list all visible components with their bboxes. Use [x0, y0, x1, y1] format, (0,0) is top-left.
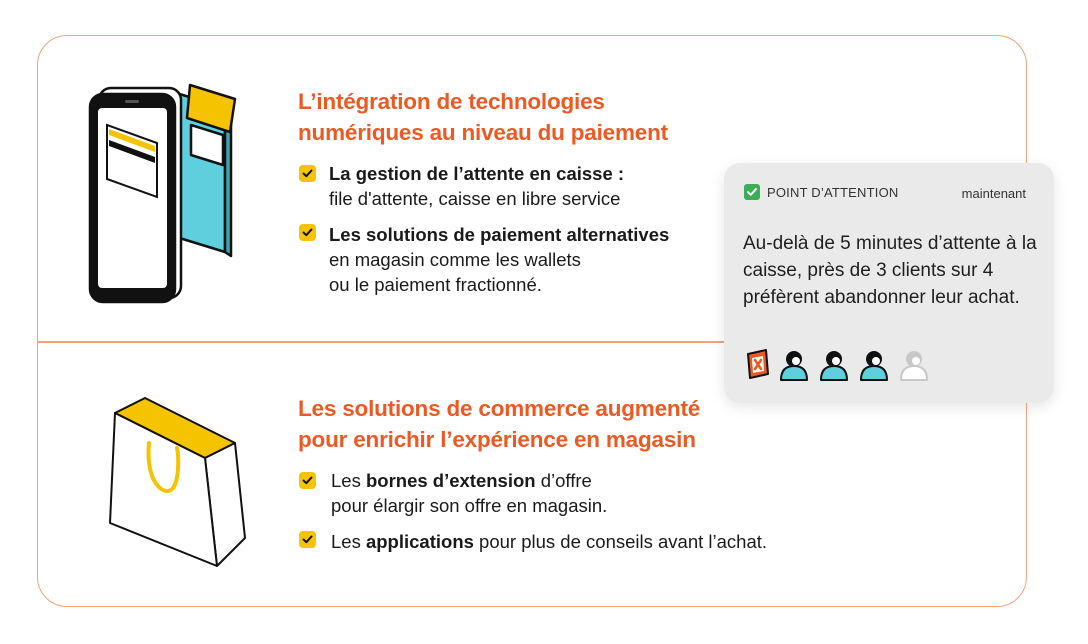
notification-header: POINT D’ATTENTION: [767, 185, 899, 200]
check-icon: [299, 165, 316, 182]
phone-payment-illustration: [85, 80, 260, 305]
shopping-bag-illustration: [105, 388, 255, 573]
item-text: Les: [331, 531, 366, 552]
item-text: pour plus de conseils avant l’achat.: [473, 531, 768, 552]
clients-icons: [744, 346, 932, 382]
notification-time: maintenant: [961, 186, 1026, 201]
item-bold-text: Les solutions de paiement alternatives: [329, 224, 670, 245]
section2-title-line1: Les solutions de commerce augmenté: [298, 396, 701, 421]
item-text: en magasin comme les wallets: [329, 249, 581, 270]
section1-item2: [329, 222, 669, 297]
section2-title: [298, 393, 700, 455]
item-bold-text: La gestion de l’attente en caisse :: [329, 163, 625, 184]
client-leaving-icon: [816, 346, 852, 382]
item-text: pour élargir son offre en magasin.: [331, 495, 608, 516]
item-bold-text: bornes d’extension: [365, 470, 536, 491]
leave-sign-icon: [744, 346, 772, 382]
item-text: Les: [331, 470, 366, 491]
section1-title-line1: L’intégration de technologies: [298, 89, 605, 114]
section1-title: [298, 86, 668, 148]
item-bold-text: applications: [365, 531, 474, 552]
check-icon: [299, 472, 316, 489]
client-leaving-icon: [856, 346, 892, 382]
section1-title-line2: numériques au niveau du paiement: [298, 120, 668, 145]
client-leaving-icon: [776, 346, 812, 382]
section2-item1: [331, 468, 607, 518]
check-icon: [299, 531, 316, 548]
client-staying-icon: [896, 346, 932, 382]
section1-item1: [329, 161, 624, 211]
item-text: d’offre: [535, 470, 592, 491]
check-icon: [744, 184, 760, 200]
check-icon: [299, 224, 316, 241]
section2-title-line2: pour enrichir l’expérience en magasin: [298, 427, 696, 452]
item-text: file d'attente, caisse en libre service: [329, 188, 621, 209]
notification-card[interactable]: [724, 163, 1054, 403]
item-text: ou le paiement fractionné.: [329, 274, 542, 295]
section2-item2: [331, 529, 767, 554]
notification-text: Au-delà de 5 minutes d’attente à la caisse, près de 3 clients sur 4 préfèrent abandonner leur achat.: [743, 233, 1037, 308]
